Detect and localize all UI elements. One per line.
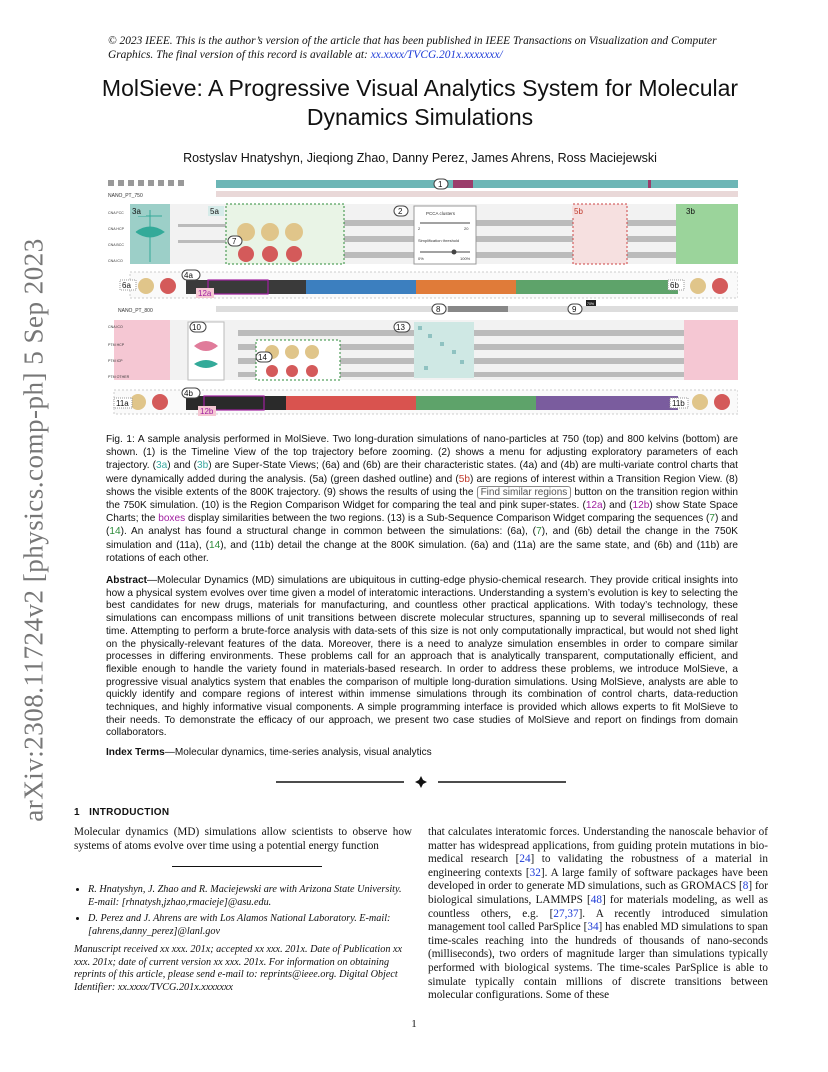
paper-title: MolSieve: A Progressive Visual Analytics System for Molecular Dynamics Simulations: [101, 75, 739, 130]
copyright-notice: © 2023 IEEE. This is the author’s version of the article that has been published in IEEE Transactions on Visualization and Computer Graphics. The final version of this record is available at: xx.xxxx/TVCG.201x.xxxxxxx/: [108, 35, 717, 61]
svg-text:11a: 11a: [116, 399, 129, 408]
bottom-trajectory-label: NANO_PT_800: [118, 308, 153, 314]
svg-text:CNA FCC: CNA FCC: [108, 211, 124, 215]
svg-text:CNA ICO: CNA ICO: [108, 259, 123, 263]
threshold-slider-handle[interactable]: [452, 250, 457, 255]
index-terms: Index Terms—Molecular dynamics, time-series analysis, visual analytics: [106, 747, 432, 758]
doi-link[interactable]: xx.xxxx/TVCG.201x.xxxxxxx/: [370, 49, 503, 61]
svg-text:14: 14: [258, 353, 267, 362]
timeline-view: [216, 180, 738, 188]
svg-text:PTM OTHER: PTM OTHER: [108, 375, 130, 379]
find-similar-regions-button[interactable]: Find similar regions: [477, 486, 572, 499]
svg-text:PCCA clusters: PCCA clusters: [426, 211, 456, 216]
super-state-pink: [114, 320, 170, 380]
arxiv-stamp: arXiv:2308.11724v2 [physics.comp-ph] 5 Sep 2023: [18, 238, 49, 822]
author-list: Rostyslav Hnatyshyn, Jieqiong Zhao, Danny Perez, James Ahrens, Ross Maciejewski: [183, 151, 657, 165]
svg-text:0%: 0%: [418, 256, 424, 261]
svg-text:CNA BCC: CNA BCC: [108, 243, 124, 247]
citation-link[interactable]: 34: [587, 921, 599, 934]
figure-caption: Fig. 1: A sample analysis performed in MolSieve. Two long-duration simulations of nano-particles at 750 (top) and 800 kelvins (bottom) are shown. (1) is the Timeline View of the top trajectory before zooming. (2) shows a menu for adjusting exploratory parameters of each trajectory. (3a) and (3b) are Super-State Views; (6a) and (6b) are their characteristic states. (4a) and (4b) are multi-variate control charts that were dynamically added during the analysis. (5a) (green dashed outline) and (5b) are regions of interest within a Transition Region View. (8) shows the visible extents of the 800K trajectory. (9) shows the results of using the Find similar regions button on the transition region within the 750K simulation. (10) is the Region Comparison Widget for comparing the teal and pink super-states. (12a) and (12b) show State Space Charts; the boxes display similarities between the two regions. (13) is a Sub-Sequence Comparison Widget comparing the sequences (7) and (14). An analyst has found a structural change in common between the simulations: (6a), (7), and (6b) detail the change in the 750K simulation and (11a), (14), and (11b) detail the change at the 800K simulation. (6a) and (11a) are the same state, and (6b) and (11b) are rotations of each other.: [106, 434, 738, 564]
svg-text:20: 20: [464, 226, 469, 231]
svg-text:8: 8: [436, 305, 441, 314]
section-divider: [276, 776, 566, 788]
teaser-figure: [108, 176, 738, 420]
citation-link[interactable]: 27,37: [553, 907, 579, 920]
svg-text:CNA ICO: CNA ICO: [108, 325, 123, 329]
intro-column-right: that calculates interatomic forces. Understanding the nanoscale behavior of matter has widespread applications, from guiding protein mutations in bio-medical research [24] to validating the robustness of a material in engineering contexts [32]. A large family of software packages have been developed in order to generate MD simulations, such as GROMACS [8] for biological simulations, LAMMPS [48] for materials modeling, as well as countless others, e.g. [27,37]. A recently introduced simulation management tool called ParSplice [34] has enabled MD simulations to span time-scales reaching into the hundreds of thousands of nano-seconds (milliseconds), two orders of magnitude larger than simulations typically performed with biological systems. The time-scales ParSplice is able to simulate typically contain millions of discrete transitions between molecular configurations. Some of these: [428, 826, 768, 1002]
svg-text:2: 2: [398, 207, 403, 216]
author-footnotes: [74, 884, 412, 942]
citation-link[interactable]: 8: [742, 880, 749, 893]
svg-text:5b: 5b: [574, 207, 583, 216]
footnote-rule: [172, 866, 322, 867]
svg-text:CNA HCP: CNA HCP: [108, 227, 124, 231]
citation-link[interactable]: 24: [519, 853, 531, 866]
svg-text:7: 7: [232, 237, 237, 246]
citation-link[interactable]: 32: [529, 866, 541, 879]
svg-text:10: 10: [192, 323, 201, 332]
page-number: 1: [411, 1018, 417, 1030]
svg-text:Simplification threshold: Simplification threshold: [418, 238, 460, 243]
svg-text:9: 9: [572, 305, 577, 314]
svg-text:5a: 5a: [210, 207, 219, 216]
svg-text:100%: 100%: [460, 256, 471, 261]
svg-text:70%: 70%: [587, 302, 595, 306]
svg-text:12b: 12b: [200, 407, 214, 416]
figure-graphic: [108, 176, 738, 420]
section-heading: 1 INTRODUCTION: [74, 807, 170, 818]
svg-text:3b: 3b: [686, 207, 695, 216]
sub-sequence-comparison-13: [414, 322, 474, 378]
footnote-item: • R. Hnatyshyn, J. Zhao and R. Maciejewski are with Arizona State University. E-mail: [rhnatysh,jzhao,rmacieje]@asu.edu.: [88, 884, 412, 909]
svg-text:2: 2: [418, 226, 421, 231]
svg-text:PTM ICP: PTM ICP: [108, 359, 123, 363]
svg-text:1: 1: [438, 180, 443, 189]
svg-text:11b: 11b: [672, 399, 685, 408]
svg-text:6a: 6a: [122, 281, 131, 290]
svg-text:4a: 4a: [184, 271, 193, 280]
toolbar-icons: [108, 180, 184, 186]
citation-link[interactable]: 48: [590, 893, 602, 906]
svg-text:6b: 6b: [670, 281, 679, 290]
svg-text:4b: 4b: [184, 389, 193, 398]
footnote-item: • D. Perez and J. Ahrens are with Los Alamos National Laboratory. E-mail: [ahrens,danny_perez]@lanl.gov: [88, 913, 412, 938]
svg-text:12a: 12a: [198, 289, 212, 298]
abstract: Abstract—Molecular Dynamics (MD) simulations are ubiquitous in cutting-edge physio-chemical research. They provide critical insights into how a physical system evolves over time given a model of interatomic interactions. Understanding a system’s evolution is key to selecting the best candidates for new drugs, materials for manufacturing, and countless other practical applications. With today’s technology, these simulations can encompass millions of unit transitions between discrete molecular structures, spanning up to several milliseconds of real time. Attempting to perform a brute-force analysis with data-sets of this size is not only computationally impractical, but would not shed light on the physically-relevant features of the data. Moreover, there is a need to analyze simulation ensembles in order to compare similar processes in differing environments. These problems call for an approach that is analytically transparent, computationally efficient, and flexible enough to handle the variety found in materials-based research. In order to address these problems, we introduce MolSieve, a progressive visual analytics system that enables the comparison of multiple long-duration simulations. Using MolSieve, analysts are able to quickly identify and compare regions of interest within immense simulations through its combination of control charts, data-reduction techniques, and highly informative visual components. A simple programming interface is provided which allows experts to fit MolSieve to their needs. To demonstrate the efficacy of our approach, we present two case studies of MolSieve and report on findings from domain collaborators.: [106, 575, 738, 739]
intro-column-left: Molecular dynamics (MD) simulations allow scientists to observe how systems of atoms evolve over time using a potential energy function: [74, 826, 412, 852]
svg-text:13: 13: [396, 323, 405, 332]
top-trajectory-label: NANO_PT_750: [108, 193, 143, 199]
svg-text:3a: 3a: [132, 207, 141, 216]
svg-text:PTM HCP: PTM HCP: [108, 343, 125, 347]
manuscript-note: Manuscript received xx xxx. 201x; accepted xx xxx. 201x. Date of Publication xx xxx. 201x; date of current version xx xxx. 201x. For information on obtaining reprints of this article, please send e-mail to: reprints@ieee.org. Digital Object Identifier: xx.xxxx/TVCG.201x.xxxxxxx: [74, 944, 403, 993]
